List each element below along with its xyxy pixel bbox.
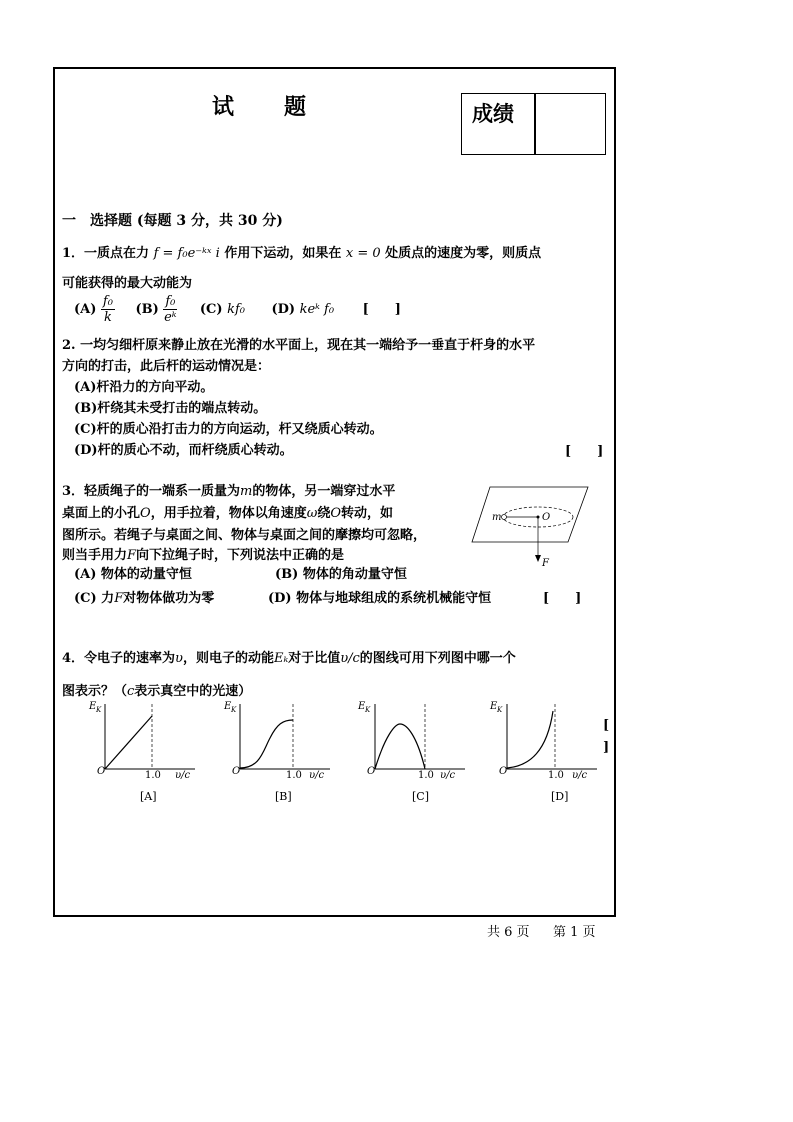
curve-b xyxy=(240,720,293,768)
q4-bracket-close: ] xyxy=(603,740,610,755)
q2-option-c: (C)杆的质心沿打击力的方向运动，杆又绕质心转动。 xyxy=(74,422,383,437)
q2-option-a: (A)杆沿力的方向平动。 xyxy=(74,380,214,395)
svg-text:υ/c: υ/c xyxy=(572,770,588,781)
q1-cond: x = 0 xyxy=(345,246,381,261)
q4-line2: 图表示？（c表示真空中的光速） xyxy=(62,684,252,699)
q3-line2: 桌面上的小孔O，用手拉着，物体以角速度ω绕O转动，如 xyxy=(62,506,394,521)
q1-a-frac: $\frac{\text{f₀}}{k}$ xyxy=(102,294,113,325)
score-divider xyxy=(534,94,536,154)
q2-line2: 方向的打击，此后杆的运动情况是： xyxy=(62,359,271,374)
score-box xyxy=(461,93,606,155)
svg-text:υ/c: υ/c xyxy=(440,770,456,781)
q3-line1: 3．轻质绳子的一端系一质量为m的物体，另一端穿过水平 xyxy=(62,484,396,499)
q3-figure xyxy=(470,482,590,570)
fig-m-label: m xyxy=(492,512,502,523)
svg-text:1.0: 1.0 xyxy=(418,770,434,781)
curve-a xyxy=(105,716,152,769)
graph-c xyxy=(357,701,465,803)
svg-text:υ/c: υ/c xyxy=(175,770,191,781)
q3-line4: 则当手用力F向下拉绳子时，下列说法中正确的是 xyxy=(62,548,345,563)
svg-text:E: E xyxy=(490,701,498,712)
mass-dot xyxy=(502,515,507,520)
q2-option-d: (D)杆的质心不动，而杆绕质心转动。 xyxy=(74,443,293,458)
q4-graphs xyxy=(85,696,605,808)
svg-text:O: O xyxy=(499,766,508,777)
q1-line1: 1．一质点在力 f = f₀e⁻ᵏˣ i 作用下运动，如果在 x = 0 处质点的速度为零，则质点 xyxy=(62,246,542,261)
q4-bracket-open: [ xyxy=(603,718,610,733)
pull-arrow xyxy=(535,555,541,562)
graph-c-label: [C] xyxy=(412,790,429,803)
graph-a xyxy=(88,701,195,803)
q1-bracket: [ ] xyxy=(362,302,401,317)
svg-text:O: O xyxy=(232,766,241,777)
curve-d xyxy=(507,711,553,768)
svg-text:K: K xyxy=(96,706,102,714)
page-count: 共 6 页 xyxy=(487,925,530,940)
q1-options: (A) $\frac{\text{f₀}}{k}$ (B) $\frac{\text{f₀}}{\text{eᵏ}}$ (C) kf₀ (D) keᵏ f₀ [ ] xyxy=(74,294,401,325)
svg-text:K: K xyxy=(365,706,371,714)
svg-text:E: E xyxy=(358,701,366,712)
graph-d xyxy=(489,701,597,803)
svg-text:E: E xyxy=(224,701,232,712)
svg-text:O: O xyxy=(97,766,106,777)
q2-bracket: [ ] xyxy=(565,444,604,459)
q3-line3: 图所示。若绳子与桌面之间、物体与桌面之间的摩擦均可忽略， xyxy=(62,528,427,543)
curve-c xyxy=(375,724,425,769)
q4-line1: 4．令电子的速率为υ，则电子的动能Eₖ对于比值υ/c的图线可用下列图中哪一个 xyxy=(62,651,516,666)
graph-d-label: [D] xyxy=(551,790,569,803)
svg-text:1.0: 1.0 xyxy=(286,770,302,781)
q1-b-frac: $\frac{\text{f₀}}{\text{eᵏ}}$ xyxy=(164,294,177,325)
q2-line1: 2. 一均匀细杆原来静止放在光滑的水平面上，现在其一端给予一垂直于杆身的水平 xyxy=(62,338,536,353)
fig-F-label: F xyxy=(542,558,549,569)
table-surface xyxy=(472,487,588,542)
q3-option-c: (C) 力F对物体做功为零 xyxy=(74,591,215,606)
svg-text:E: E xyxy=(89,701,97,712)
svg-text:K: K xyxy=(231,706,237,714)
graph-b xyxy=(223,701,330,803)
q3-option-a: (A) 物体的动量守恒 xyxy=(74,567,192,582)
svg-text:1.0: 1.0 xyxy=(145,770,161,781)
svg-text:1.0: 1.0 xyxy=(548,770,564,781)
svg-text:K: K xyxy=(497,706,503,714)
page-title: 试 题 xyxy=(212,94,309,120)
graph-b-label: [B] xyxy=(275,790,292,803)
q2-option-b: (B)杆绕其未受打击的端点转动。 xyxy=(74,401,267,416)
q3-option-d: (D) 物体与地球组成的系统机械能守恒 xyxy=(268,591,492,606)
fig-O-label: O xyxy=(542,512,551,523)
section-heading: 一 选择题 (每题 3 分，共 30 分) xyxy=(62,213,283,229)
q3-option-b: (B) 物体的角动量守恒 xyxy=(275,567,407,582)
svg-text:υ/c: υ/c xyxy=(309,770,325,781)
q3-bracket: [ ] xyxy=(543,591,582,606)
q1-line2: 可能获得的最大动能为 xyxy=(62,276,193,291)
page-number: 第 1 页 xyxy=(553,925,596,940)
svg-text:O: O xyxy=(367,766,376,777)
graph-a-label: [A] xyxy=(140,790,157,803)
q1-force: f = f₀e⁻ᵏˣ i xyxy=(153,246,220,261)
score-label: 成绩 xyxy=(472,102,514,126)
